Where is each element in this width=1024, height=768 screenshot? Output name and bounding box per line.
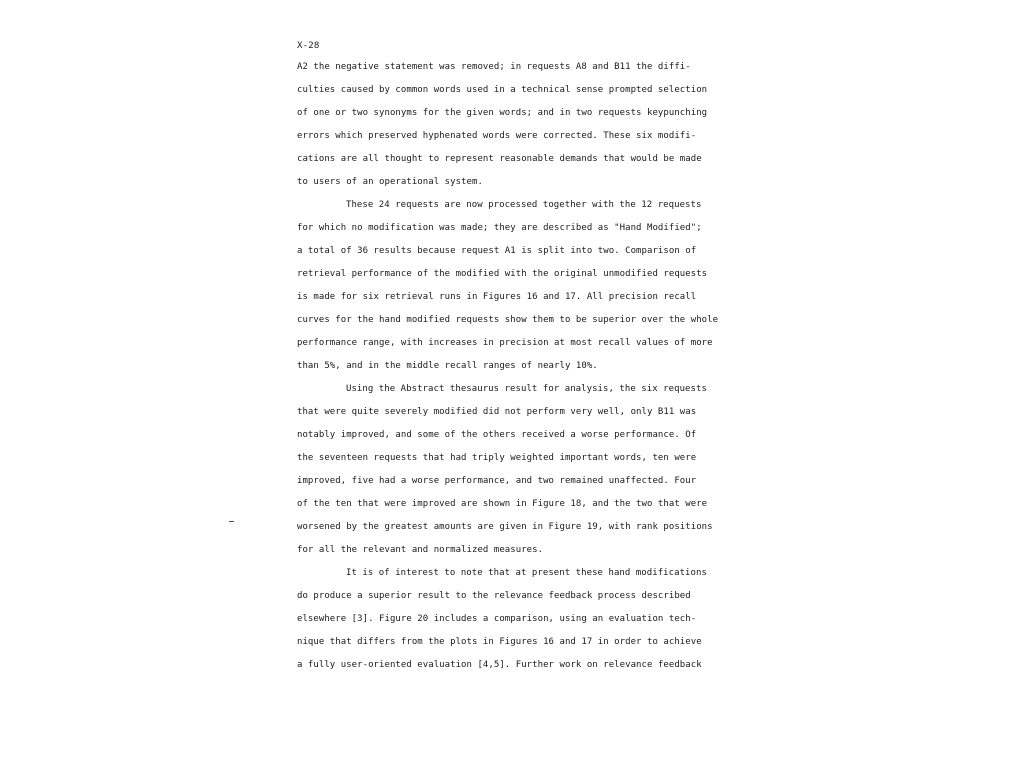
text-line: errors which preserved hyphenated words were corrected. These six modifi- <box>297 131 697 141</box>
text-line: than 5%, and in the middle recall ranges of nearly 10%. <box>297 361 598 371</box>
text-line: culties caused by common words used in a technical sense prompted selection <box>297 85 708 95</box>
text-line: the seventeen requests that had triply weighted important words, ten were <box>297 453 697 463</box>
text-line: for which no modification was made; they are described as "Hand Modified"; <box>297 223 702 233</box>
text-line: performance range, with increases in precision at most recall values of more <box>297 338 713 348</box>
text-line: a fully user-oriented evaluation [4,5]. Further work on relevance feedback <box>297 660 702 670</box>
page-number: X-28 <box>297 41 320 51</box>
text-line: is made for six retrieval runs in Figures 16 and 17. All precision recall <box>297 292 697 302</box>
text-line: of one or two synonyms for the given words; and in two requests keypunching <box>297 108 708 118</box>
text-line: These 24 requests are now processed together with the 12 requests <box>346 200 702 210</box>
text-line: that were quite severely modified did not perform very well, only B11 was <box>297 407 697 417</box>
text-line: retrieval performance of the modified with the original unmodified requests <box>297 269 708 279</box>
text-line: a total of 36 results because request A1 is split into two. Comparison of <box>297 246 697 256</box>
text-line: for all the relevant and normalized measures. <box>297 545 544 555</box>
text-line: curves for the hand modified requests show them to be superior over the whole <box>297 315 719 325</box>
text-line: improved, five had a worse performance, and two remained unaffected. Four <box>297 476 697 486</box>
text-line: notably improved, and some of the others received a worse performance. Of <box>297 430 697 440</box>
text-line: worsened by the greatest amounts are given in Figure 19, with rank positions <box>297 522 713 532</box>
margin-mark <box>229 521 234 522</box>
text-line: to users of an operational system. <box>297 177 483 187</box>
text-line: of the ten that were improved are shown in Figure 18, and the two that were <box>297 499 708 509</box>
text-line: elsewhere [3]. Figure 20 includes a comparison, using an evaluation tech- <box>297 614 697 624</box>
text-line: A2 the negative statement was removed; in requests A8 and B11 the diffi- <box>297 62 691 72</box>
text-line: It is of interest to note that at present these hand modifications <box>346 568 707 578</box>
text-line: do produce a superior result to the relevance feedback process described <box>297 591 691 601</box>
body-text <box>297 61 737 682</box>
text-line: Using the Abstract thesaurus result for analysis, the six requests <box>346 384 707 394</box>
text-line: nique that differs from the plots in Figures 16 and 17 in order to achieve <box>297 637 702 647</box>
text-line: cations are all thought to represent reasonable demands that would be made <box>297 154 702 164</box>
